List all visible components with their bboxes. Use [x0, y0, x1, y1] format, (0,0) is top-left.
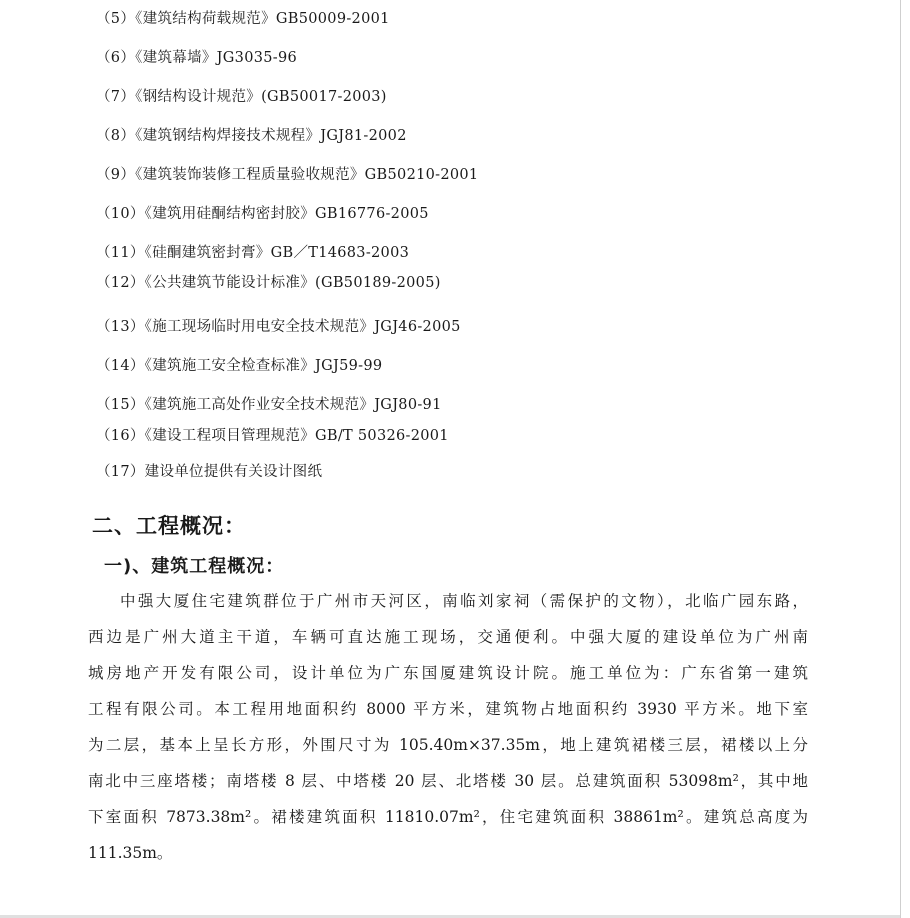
- paragraph-line: 西边是广州大道主干道，车辆可直达施工现场，交通便利。中强大厦的建设单位为广州南: [88, 628, 808, 646]
- paragraph-line: 下室面积 7873.38m²。裙楼建筑面积 11810.07m²，住宅建筑面积 38861m²。建筑总高度为: [88, 808, 808, 826]
- paragraph-line: 南北中三座塔楼；南塔楼 8 层、中塔楼 20 层、北塔楼 30 层。总建筑面积 53098m²，其中地: [88, 772, 808, 790]
- reference-item-10: （10）《建筑用硅酮结构密封胶》GB16776-2005: [96, 206, 429, 222]
- reference-item-16: （16）《建设工程项目管理规范》GB/T 50326-2001: [96, 428, 449, 444]
- paragraph-line: 111.35m。: [88, 844, 173, 862]
- reference-item-8: （8）《建筑钢结构焊接技术规程》JGJ81-2002: [96, 128, 407, 144]
- paragraph-line: 城房地产开发有限公司，设计单位为广东国厦建筑设计院。施工单位为：广东省第一建筑: [88, 664, 808, 682]
- reference-item-7: （7）《钢结构设计规范》(GB50017-2003): [96, 89, 387, 105]
- reference-item-13: （13）《施工现场临时用电安全技术规范》JGJ46-2005: [96, 319, 461, 335]
- reference-item-6: （6）《建筑幕墙》JG3035-96: [96, 50, 298, 66]
- reference-item-15: （15）《建筑施工高处作业安全技术规范》JGJ80-91: [96, 397, 442, 413]
- reference-item-12: （12）《公共建筑节能设计标准》(GB50189-2005): [96, 275, 441, 291]
- reference-item-9: （9）《建筑装饰装修工程质量验收规范》GB50210-2001: [96, 167, 479, 183]
- section-title: 二、工程概况：: [92, 514, 246, 538]
- page-edge-right: [900, 0, 910, 918]
- reference-item-11: （11）《硅酮建筑密封膏》GB／T14683-2003: [96, 245, 410, 261]
- reference-item-5: （5）《建筑结构荷载规范》GB50009-2001: [96, 11, 390, 27]
- paragraph-line: 为二层，基本上呈长方形，外围尺寸为 105.40m×37.35m，地上建筑裙楼三层，裙楼以上分: [88, 736, 808, 754]
- paragraph-line: 中强大厦住宅建筑群位于广州市天河区，南临刘家祠（需保护的文物），北临广园东路，: [120, 592, 808, 610]
- reference-item-17: （17）建设单位提供有关设计图纸: [96, 464, 323, 480]
- paragraph-line: 工程有限公司。本工程用地面积约 8000 平方米，建筑物占地面积约 3930 平方米。地下室: [88, 700, 808, 718]
- subsection-title: 一)、建筑工程概况：: [104, 556, 285, 577]
- reference-item-14: （14）《建筑施工安全检查标准》JGJ59-99: [96, 358, 383, 374]
- overview-paragraph: [88, 583, 808, 871]
